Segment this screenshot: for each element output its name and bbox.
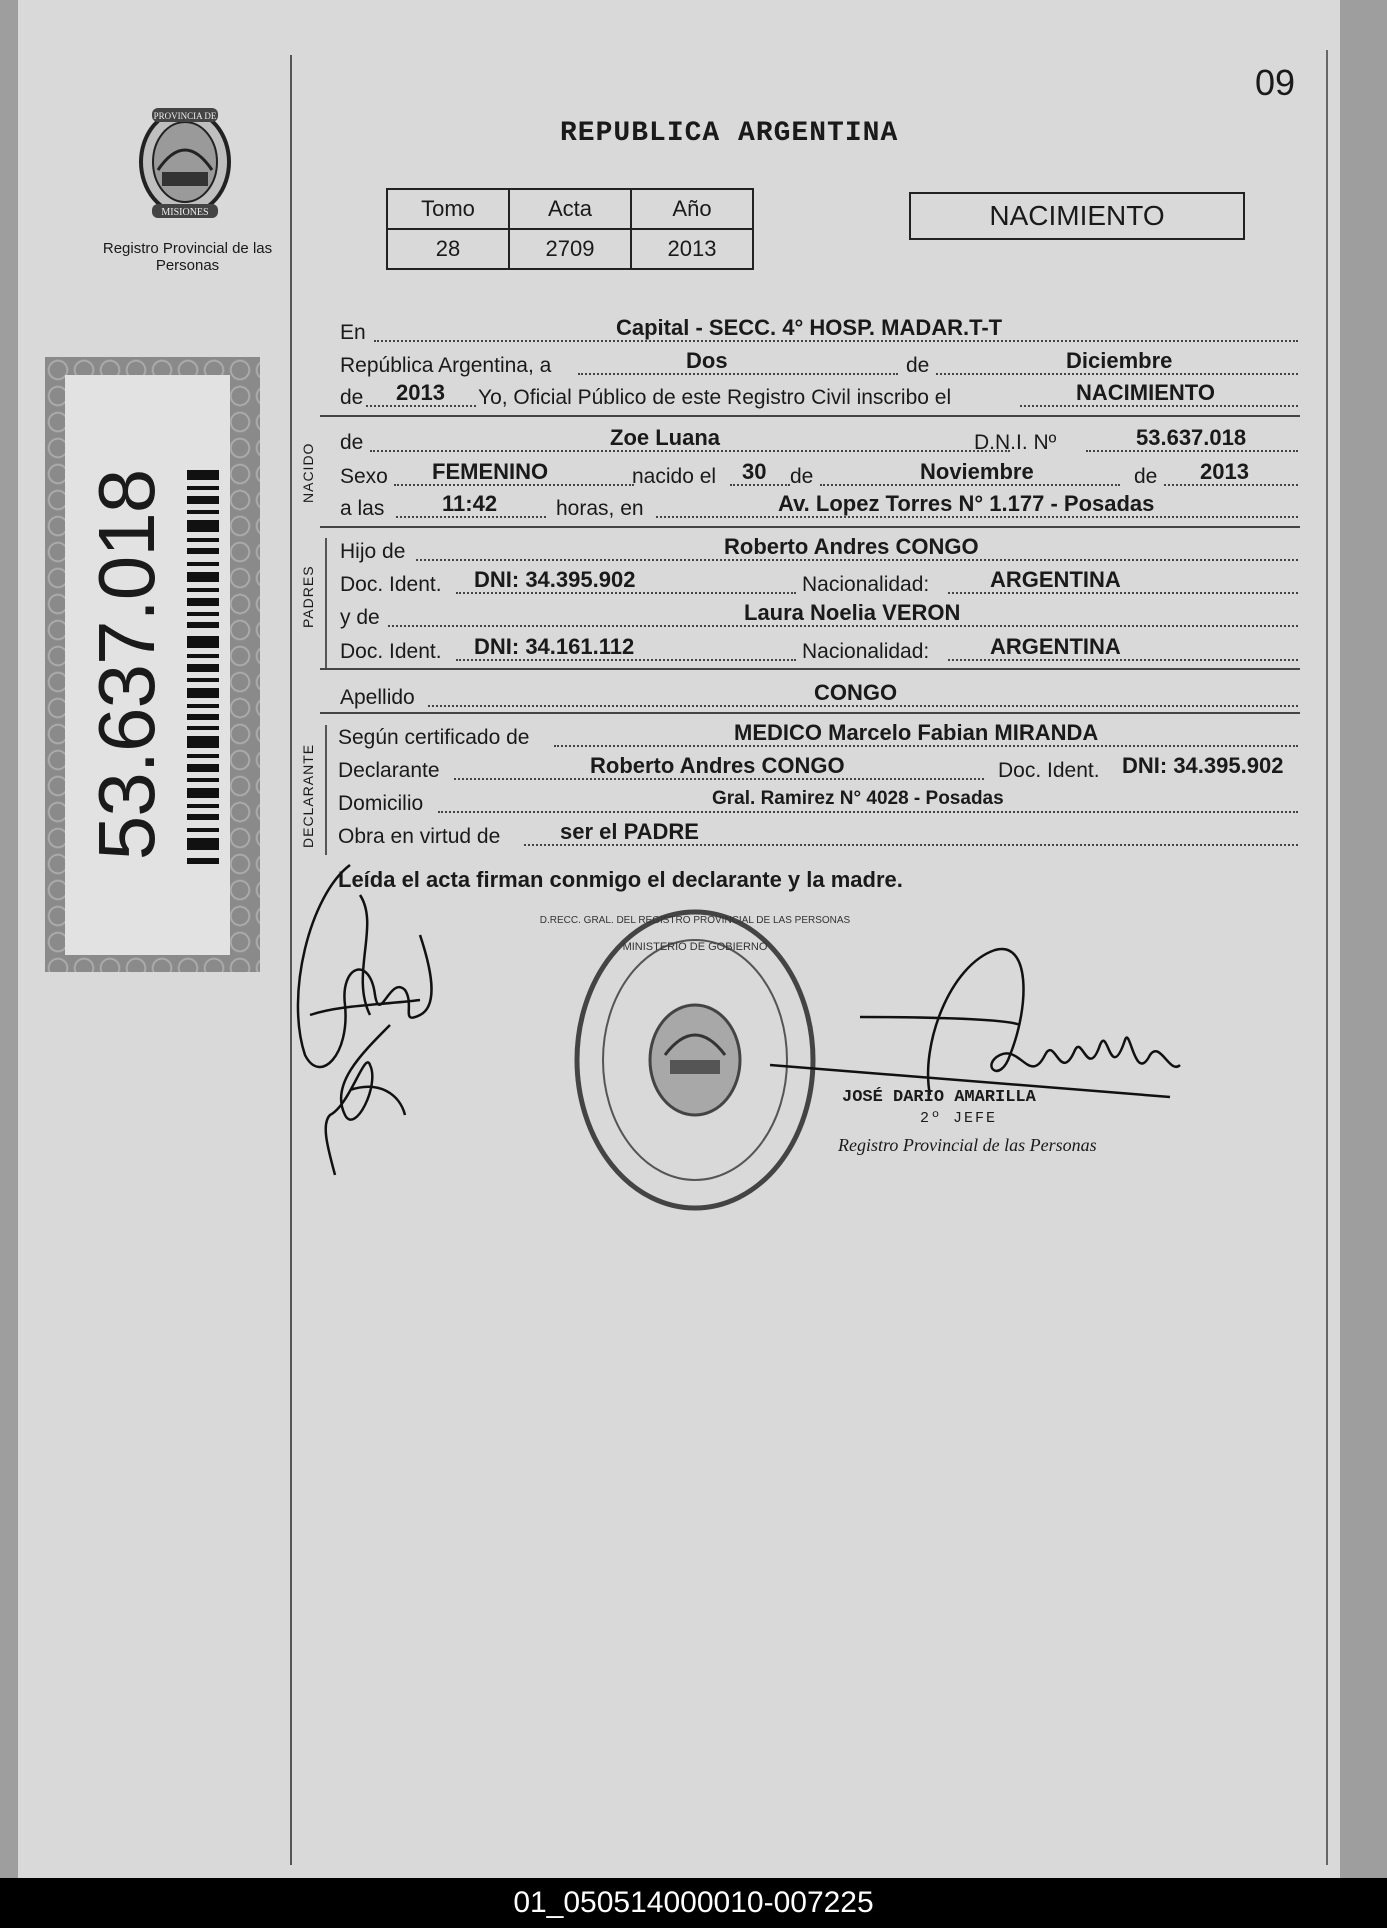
divider-3 [320,668,1300,670]
official-organization: Registro Provincial de las Personas [838,1135,1097,1155]
line-mother-doc [338,634,1298,663]
line-declarante [338,753,1298,782]
value-month: Diciembre [1066,348,1173,373]
label-decl-doc: Doc. Ident. [998,759,1100,782]
line-nombre [338,425,1298,454]
label-horas: horas, en [556,497,644,520]
seal-text-top: PROVINCIA DE [153,111,217,121]
label-de-month: de [790,465,814,488]
padres-bracket [325,538,327,668]
line-republica [338,348,1298,377]
line-sexo [338,459,1298,488]
line-hora [338,491,1298,520]
footer-id: 01_050514000010-007225 [0,1878,1387,1928]
seal-text-bottom: MISIONES [161,207,209,218]
value-domicilio: Gral. Ramirez N° 4028 - Posadas [712,788,1004,809]
value-birth-year: 2013 [1200,459,1249,484]
province-seal-logo [130,100,240,230]
value-dni: 53.637.018 [1136,425,1247,450]
label-de-nombre: de [340,431,364,454]
header-acta: Acta [509,189,631,229]
barcode-panel [45,357,260,972]
record-table [386,188,754,270]
value-birth-place: Av. Lopez Torres N° 1.177 - Posadas [778,491,1155,516]
label-nacido-el: nacido el [632,465,717,488]
label-a-las: a las [340,497,385,520]
header-ano: Año [631,189,753,229]
label-mother-doc: Doc. Ident. [340,640,442,663]
section-declarante-label: DECLARANTE [300,743,316,848]
value-ano: 2013 [631,229,753,269]
value-time: 11:42 [442,491,498,516]
label-en: En [340,321,366,344]
value-father-doc: DNI: 34.395.902 [474,567,636,592]
declarante-signature-icon [290,855,460,1185]
line-father-doc [338,567,1298,596]
section-nacido-label: NACIDO [300,442,316,503]
value-name: Zoe Luana [610,425,721,450]
line-apellido [338,680,1298,709]
line-de-year [338,380,1298,409]
value-father: Roberto Andres CONGO [724,534,979,559]
declarante-bracket [325,725,327,855]
value-year: 2013 [396,380,445,405]
line-en [338,315,1298,344]
value-tomo: 28 [387,229,509,269]
divider-1 [320,415,1300,417]
logo-caption: Registro Provincial de las Personas [102,240,273,274]
label-obra: Obra en virtud de [338,825,501,848]
value-decl-doc: DNI: 34.395.902 [1122,753,1284,778]
right-margin-line [1326,50,1328,1865]
section-padres-label: PADRES [300,565,316,628]
label-de: de [906,354,930,377]
stamp-ring-text: D.RECC. GRAL. DEL REGISTRO PROVINCIAL DE LAS PERSONAS [539,915,851,926]
header-tomo: Tomo [387,189,509,229]
line-y-de [338,600,1298,629]
label-dni: D.N.I. Nº [974,431,1057,454]
label-father-nat: Nacionalidad: [802,573,930,596]
record-type-box: NACIMIENTO [909,192,1245,240]
line-domicilio [338,789,1298,815]
line-obra [338,819,1298,848]
stamp-inner-text: MINISTERIO DE GOBIERNO [622,941,768,953]
barcode-icon [187,470,219,870]
label-y-de: y de [340,606,380,629]
barcode-number: 53.637.018 [82,469,171,861]
official-role: 2º JEFE [920,1110,998,1127]
label-mother-nat: Nacionalidad: [802,640,930,663]
label-sexo: Sexo [340,465,388,488]
label-declarante: Declarante [338,759,440,782]
value-birth-day: 30 [742,459,767,484]
label-hijo: Hijo de [340,540,406,563]
official-signature-icon [770,945,1200,1105]
closing-statement: Leída el acta firman conmigo el declarante y la madre. [338,867,903,892]
value-declarante: Roberto Andres CONGO [590,753,845,778]
label-certificado: Según certificado de [338,726,530,749]
value-place: Capital - SECC. 4° HOSP. MADAR.T-T [616,315,1003,340]
document-title: REPUBLICA ARGENTINA [560,118,899,149]
value-mother: Laura Noelia VERON [744,600,961,625]
official-name: JOSÉ DARIO AMARILLA [842,1088,1036,1107]
label-domicilio: Domicilio [338,792,424,815]
divider-2 [320,526,1300,528]
label-de-year: de [1134,465,1158,488]
divider-4 [320,712,1300,714]
value-mother-nat: ARGENTINA [990,634,1121,659]
value-obra: ser el PADRE [560,819,699,844]
label-de2: de [340,386,364,409]
value-certificado: MEDICO Marcelo Fabian MIRANDA [734,720,1099,745]
value-father-nat: ARGENTINA [990,567,1121,592]
line-certificado [338,720,1298,749]
value-act: NACIMIENTO [1076,380,1215,405]
value-day: Dos [686,348,728,373]
label-father-doc: Doc. Ident. [340,573,442,596]
value-sexo: FEMENINO [432,459,549,484]
label-apellido: Apellido [340,686,415,709]
label-republica: República Argentina, a [340,354,552,377]
value-acta: 2709 [509,229,631,269]
value-apellido: CONGO [814,680,898,705]
line-hijo [338,534,1298,563]
value-birth-month: Noviembre [920,459,1034,484]
page-number: 09 [1255,62,1296,103]
value-mother-doc: DNI: 34.161.112 [474,634,635,659]
label-inscribo: Yo, Oficial Público de este Registro Civil inscribo el [478,386,952,409]
